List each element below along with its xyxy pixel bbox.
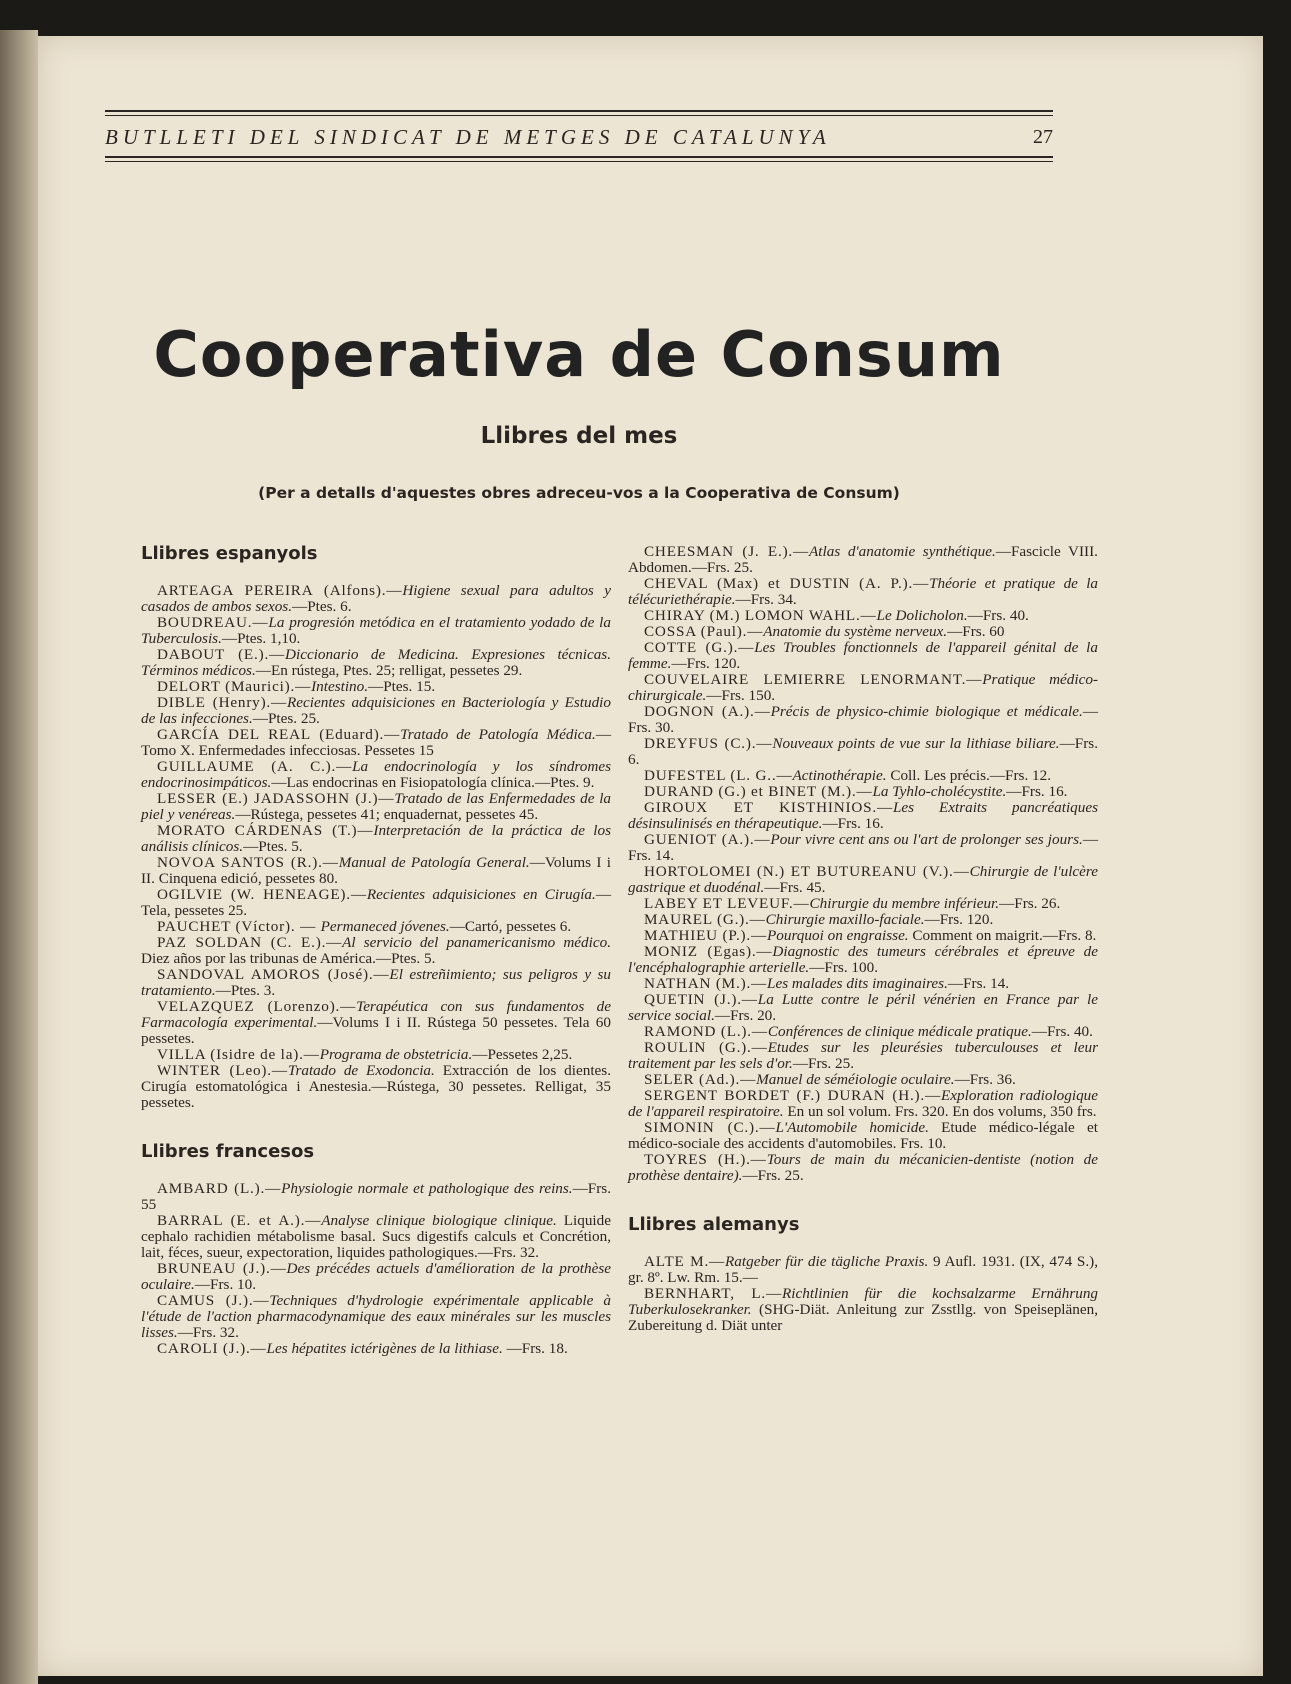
list-item [628, 1072, 1098, 1088]
entry-title: Le Dolicholon. [876, 607, 968, 624]
entry-author: COTTE (G.).— [644, 639, 755, 656]
list-item [628, 800, 1098, 832]
entry-details: —Ptes. 1,10. [221, 630, 301, 647]
entry-details: Etude médico-légale et médico-sociale des accidents d'automobiles. Frs. 10. [628, 1119, 1098, 1152]
entry-author: DIBLE (Henry).— [157, 694, 288, 711]
section-heading-french: Llibres francesos [141, 1141, 315, 1162]
list-item [141, 583, 611, 615]
entry-title: Anatomie du système nerveux. [763, 623, 948, 640]
entry-author: GARCÍA DEL REAL (Eduard).— [157, 726, 401, 743]
list-item [141, 1213, 611, 1261]
list-item [141, 855, 611, 887]
entry-details: Coll. Les précis.—Frs. 12. [886, 767, 1052, 784]
entry-author: CHEESMAN (J. E.).— [644, 543, 810, 560]
entry-author: VELAZQUEZ (Lorenzo).— [157, 998, 357, 1015]
entry-title: Des précédes actuels d'amélioration de la prothèse oculaire. [141, 1260, 611, 1293]
page-subtitle: Llibres del mes [480, 423, 678, 449]
header-rule-bottom-thin [105, 161, 1053, 162]
list-item [628, 1120, 1098, 1152]
entry-title: Les Troubles fonctionnels de l'appareil génital de la femme. [628, 639, 1098, 672]
header-rule-bottom [105, 156, 1053, 158]
entry-title: Les Extraits pancréatiques désinsulinisés en thérapeutique. [628, 799, 1098, 832]
entry-details: —Tela, pessetes 25. [141, 886, 611, 919]
entry-author: GIROUX ET KISTHINIOS.— [644, 799, 893, 816]
entry-title: Programa de obstetricia. [319, 1046, 473, 1063]
binding-edge [0, 30, 38, 1684]
entry-author: OGILVIE (W. HENEAGE).— [157, 886, 367, 903]
entry-title: L'Automobile homicide. [775, 1119, 929, 1136]
section-heading-german: Llibres alemanys [628, 1214, 800, 1235]
entry-title: Higiene sexual para adultos y casados de ambos sexos. [141, 582, 611, 615]
entry-title: Tratado de las Enfermedades de la piel y venéreas. [141, 790, 612, 823]
list-item [141, 727, 611, 759]
list-item [628, 1040, 1098, 1072]
entry-author: CAMUS (J.).— [157, 1292, 270, 1309]
entry-title: Manuel de séméiologie oculaire. [756, 1071, 955, 1088]
section-heading-spanish: Llibres espanyols [141, 543, 318, 564]
entry-details: —Ptes. 6. [292, 598, 352, 615]
entry-author: COSSA (Paul).— [644, 623, 764, 640]
entry-title: Permaneced jóvenes. [320, 918, 450, 935]
entry-author: BERNHART, L.— [644, 1285, 782, 1302]
entry-title: Richtlinien für die kochsalzarme Ernährung Tuberkulosekranker. [628, 1285, 1099, 1318]
list-item [628, 640, 1098, 672]
entry-details: —Frs. 40. [1031, 1023, 1093, 1040]
entry-details: —Frs. 150. [706, 687, 776, 704]
entry-title: Etudes sur les pleurésies tuberculouses et leur traitement par les sels d'or. [628, 1039, 1098, 1072]
entry-details: —Pessetes 2,25. [472, 1046, 573, 1063]
entry-author: RAMOND (L.).— [644, 1023, 768, 1040]
entry-title: Conférences de clinique médicale pratique. [767, 1023, 1032, 1040]
entry-title: Physiologie normale et pathologique des reins. [281, 1180, 573, 1197]
list-item [141, 1047, 611, 1063]
entry-details: —Frs. 14. [947, 975, 1010, 992]
entry-title: Pour vivre cent ans ou l'art de prolonger ses jours. [770, 831, 1083, 848]
entry-details: —Frs. 100. [809, 959, 879, 976]
entry-author: SERGENT BORDET (F.) DURAN (H.).— [644, 1087, 942, 1104]
entry-details: —Frs. 25. [742, 1167, 804, 1184]
list-item [628, 1254, 1098, 1286]
entry-title: Les hépatites ictérigènes de la lithiase. [266, 1340, 503, 1357]
list-item [628, 912, 1098, 928]
entry-details: Liquide cephalo rachidien métabolisme basal. Sucs digestifs calculs et Concrétion, lait, féces, sueur, expectoration, liquides pathologiques.—Frs. 32. [141, 1212, 611, 1261]
entry-author: CHEVAL (Max) et DUSTIN (A. P.).— [644, 575, 930, 592]
entry-title: Théorie et pratique de la télécuriethérapie. [628, 575, 1099, 608]
entry-title: Chirurgie maxillo-faciale. [765, 911, 925, 928]
entry-author: LESSER (E.) JADASSOHN (J.)— [157, 790, 395, 807]
entry-title: Terapéutica con sus fundamentos de Farmacología experimental. [141, 998, 611, 1031]
entry-author: MATHIEU (P.).— [644, 927, 767, 944]
entry-title: La Tyhlo-cholécystite. [872, 783, 1007, 800]
entry-author: ARTEAGA PEREIRA (Alfons).— [157, 582, 403, 599]
running-header [105, 110, 1053, 162]
list-item [141, 887, 611, 919]
entry-title: Intestino. [311, 678, 369, 695]
list-item [628, 576, 1098, 608]
entry-details: Diez años por las tribunas de América.—Ptes. 5. [141, 950, 436, 967]
entry-author: GUENIOT (A.).— [644, 831, 771, 848]
entry-details: —Frs. 120. [924, 911, 994, 928]
list-item [628, 624, 1098, 640]
list-item [141, 759, 611, 791]
list-item [628, 1024, 1098, 1040]
entry-author: ALTE M.— [644, 1253, 726, 1270]
entry-title: Précis de physico-chimie biologique et médicale. [770, 703, 1083, 720]
list-item [141, 1261, 611, 1293]
entry-author: CHIRAY (M.) LOMON WAHL.— [644, 607, 877, 624]
list-item [141, 935, 611, 967]
entry-details: —Cartó, pessetes 6. [449, 918, 572, 935]
list-item [628, 976, 1098, 992]
entry-details: —Ptes. 25. [252, 710, 320, 727]
entry-title: Exploration radiologique de l'appareil respiratoire. [628, 1087, 1099, 1120]
entry-details: —Frs. 40. [967, 607, 1029, 624]
entry-details: —Frs. 45. [764, 879, 826, 896]
entry-title: Techniques d'hydrologie expérimentale applicable à l'étude de l'action pharmacodynamique des eaux minérales sur les muscles lisses. [141, 1292, 611, 1341]
entry-title: El estreñimiento; sus peligros y su tratamiento. [141, 966, 611, 999]
entry-title: Recientes adquisiciones en Cirugía. [366, 886, 596, 903]
entry-author: MONIZ (Egas).— [644, 943, 773, 960]
list-item [628, 768, 1098, 784]
page-note: (Per a detalls d'aquestes obres adreceu-vos a la Cooperativa de Consum) [258, 484, 900, 502]
entry-title: La endocrinología y los síndromes endocrinosimpáticos. [141, 758, 611, 791]
entry-author: BOUDREAU.— [157, 614, 269, 631]
entry-details: —Las endocrinas en Fisiopatología clínica.—Ptes. 9. [271, 774, 595, 791]
entry-details: —Fascicle VIII. Abdomen.—Frs. 25. [628, 543, 1098, 576]
entry-author: TOYRES (H.).— [644, 1151, 767, 1168]
entry-author: PAZ SOLDAN (C. E.).— [157, 934, 343, 951]
entry-author: PAUCHET (Víctor). — [157, 918, 321, 935]
list-item [141, 823, 611, 855]
entry-title: Actinothérapie. [792, 767, 887, 784]
list-german [628, 1254, 1098, 1334]
entry-author: MAUREL (G.).— [644, 911, 766, 928]
entry-title: Diagnostic des tumeurs cérébrales et épreuve de l'encéphalographie arterielle. [628, 943, 1098, 976]
entry-details: —Tomo X. Enfermedades infecciosas. Pessetes 15 [141, 726, 611, 759]
entry-title: Tours de main du mécanicien-dentiste (notion de prothèse dentaire). [628, 1151, 1098, 1184]
list-french [141, 1181, 611, 1357]
list-item [628, 944, 1098, 976]
entry-title: Recientes adquisiciones en Bacteriología y Estudio de las infecciones. [141, 694, 611, 727]
right-column [628, 544, 1098, 1334]
entry-author: SELER (Ad.).— [644, 1071, 757, 1088]
entry-details: —Frs. 34. [735, 591, 797, 608]
entry-details: En un sol volum. Frs. 320. En dos volums, 350 frs. [783, 1103, 1097, 1120]
list-item [141, 967, 611, 999]
entry-details: Comment on maigrit.—Frs. 8. [908, 927, 1097, 944]
list-spanish [141, 583, 611, 1111]
list-item [141, 1341, 611, 1357]
list-french-continued [628, 544, 1098, 1184]
entry-title: Al servicio del panamericanismo médico. [342, 934, 611, 951]
entry-details: —Volums I i II. Rústega 50 pessetes. Tela 60 pessetes. [141, 1014, 611, 1047]
list-item [628, 1286, 1098, 1334]
entry-details: —Frs. 10. [194, 1276, 257, 1293]
entry-details: —Ptes. 5. [243, 838, 303, 855]
entry-title: Analyse clinique biologique clinique. [321, 1212, 557, 1229]
entry-title: Tratado de Exodoncia. [287, 1062, 435, 1079]
entry-title: Ratgeber für die tägliche Praxis. [725, 1253, 929, 1270]
entry-author: DELORT (Maurici).— [157, 678, 312, 695]
entry-author: DABOUT (E.).— [157, 646, 286, 663]
entry-author: AMBARD (L.).— [157, 1180, 282, 1197]
list-item [628, 672, 1098, 704]
entry-title: La Lutte contre le péril vénérien en France par le service social. [628, 991, 1099, 1024]
entry-title: Pratique médico-chirurgicale. [628, 671, 1098, 704]
list-item [141, 1181, 611, 1213]
entry-details: —Frs. 6. [628, 735, 1098, 768]
list-item [628, 704, 1098, 736]
entry-title: Les malades dits imaginaires. [767, 975, 948, 992]
list-item [141, 647, 611, 679]
entry-details: —Frs. 120. [671, 655, 741, 672]
entry-author: LABEY ET LEVEUF.— [644, 895, 810, 912]
entry-author: HORTOLOMEI (N.) ET BUTUREANU (V.).— [644, 863, 970, 880]
entry-details: —Ptes. 3. [215, 982, 276, 999]
entry-author: DUFESTEL (L. G..— [644, 767, 793, 784]
list-item [141, 1063, 611, 1111]
entry-details: —Frs. 36. [954, 1071, 1016, 1088]
entry-author: WINTER (Leo).— [157, 1062, 288, 1079]
list-item [628, 832, 1098, 864]
entry-author: BRUNEAU (J.).— [157, 1260, 287, 1277]
entry-author: DOGNON (A.).— [644, 703, 771, 720]
list-item [628, 544, 1098, 576]
entry-details: —En rústega, Ptes. 25; relligat, pessetes 29. [255, 662, 523, 679]
entry-details: Extracción de los dientes. Cirugía estomatológica i Anestesia.—Rústega, 30 pessetes. Relligat, 35 pessetes. [141, 1062, 611, 1111]
page-title: Cooperativa de Consum [153, 318, 1005, 391]
entry-title: Atlas d'anatomie synthétique. [809, 543, 996, 560]
entry-details: —Ptes. 15. [368, 678, 436, 695]
entry-author: DURAND (G.) et BINET (M.).— [644, 783, 873, 800]
list-item [628, 608, 1098, 624]
entry-details: —Frs. 30. [628, 703, 1098, 736]
entry-title: Tratado de Patología Médica. [400, 726, 596, 743]
entry-details: —Frs. 60 [947, 623, 1005, 640]
list-item [628, 736, 1098, 768]
entry-author: NOVOA SANTOS (R.).— [157, 854, 339, 871]
entry-title: Nouveaux points de vue sur la lithiase biliare. [772, 735, 1060, 752]
entry-details: —Frs. 55 [141, 1180, 611, 1213]
entry-author: ROULIN (G.).— [644, 1039, 768, 1056]
list-item [141, 1293, 611, 1341]
list-item [628, 1088, 1098, 1120]
list-item [141, 695, 611, 727]
entry-author: MORATO CÁRDENAS (T.)— [157, 822, 374, 839]
entry-author: SANDOVAL AMOROS (José).— [157, 966, 390, 983]
list-item [141, 999, 611, 1047]
entry-title: Pourquoi on engraisse. [767, 927, 909, 944]
page-number: 27 [1033, 126, 1053, 148]
entry-details: 9 Aufl. 1931. (IX, 474 S.), gr. 8º. Lw. Rm. 15.— [628, 1253, 1098, 1286]
entry-title: Chirurgie du membre inférieur. [809, 895, 1000, 912]
entry-details: —Frs. 26. [999, 895, 1061, 912]
list-item [141, 919, 611, 935]
entry-details: —Frs. 32. [177, 1324, 239, 1341]
entry-details: —Frs. 14. [628, 831, 1098, 864]
entry-title: Chirurgie de l'ulcère gastrique et duodénal. [628, 863, 1098, 896]
list-item [141, 791, 611, 823]
list-item [628, 784, 1098, 800]
list-item [141, 615, 611, 647]
entry-title: Manual de Patología General. [338, 854, 530, 871]
entry-author: COUVELAIRE LEMIERRE LENORMANT.— [644, 671, 983, 688]
list-item [628, 864, 1098, 896]
list-item [628, 992, 1098, 1024]
entry-details: —Frs. 20. [714, 1007, 777, 1024]
entry-title: Diccionario de Medicina. Expresiones técnicas. Términos médicos. [141, 646, 612, 679]
header-rule-top [105, 110, 1053, 112]
entry-author: GUILLAUME (A. C.).— [157, 758, 353, 775]
list-item [141, 679, 611, 695]
entry-details: —Frs. 16. [1006, 783, 1068, 800]
entry-author: VILLA (Isidre de la).— [157, 1046, 320, 1063]
list-item [628, 1152, 1098, 1184]
entry-author: SIMONIN (C.).— [644, 1119, 776, 1136]
entry-details: —Frs. 25. [792, 1055, 855, 1072]
entry-author: QUETIN (J.).— [644, 991, 758, 1008]
entry-details: —Rústega, pessetes 41; enquadernat, pessetes 45. [235, 806, 539, 823]
left-column [141, 543, 611, 1357]
entry-details: —Frs. 16. [822, 815, 884, 832]
entry-author: NATHAN (M.).— [644, 975, 768, 992]
entry-details: —Volums I i II. Cinquena edició, pessetes 80. [141, 854, 611, 887]
list-item [628, 896, 1098, 912]
entry-author: BARRAL (E. et A.).— [157, 1212, 322, 1229]
list-item [628, 928, 1098, 944]
entry-details: —Frs. 18. [502, 1340, 568, 1357]
entry-title: La progresión metódica en el tratamiento yodado de la Tuberculosis. [141, 614, 611, 647]
entry-author: CAROLI (J.).— [157, 1340, 267, 1357]
entry-author: DREYFUS (C.).— [644, 735, 773, 752]
journal-title: BUTLLETI DEL SINDICAT DE METGES DE CATALUNYA [105, 125, 831, 149]
entry-title: Interpretación de la práctica de los análisis clínicos. [141, 822, 611, 855]
entry-details: (SHG-Diät. Anleitung zur Zsstllg. von Speiseplänen, Zubereitung d. Diät unter [628, 1301, 1098, 1334]
